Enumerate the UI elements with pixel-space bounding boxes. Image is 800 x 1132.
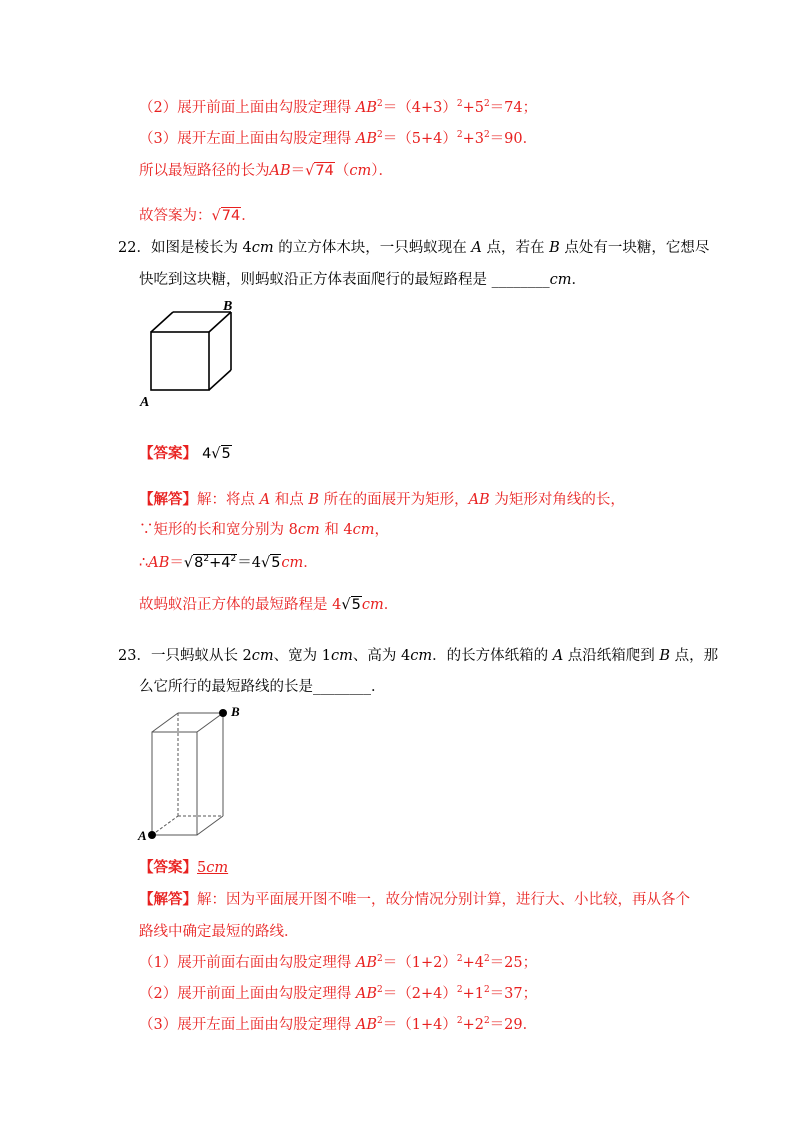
unit-cm: cm	[361, 597, 384, 613]
q23-text: 点，那	[670, 648, 719, 664]
q23-solution-line1	[139, 890, 690, 910]
q23-step2-rhs: +1	[462, 986, 484, 1002]
q22-sol-text: 和点	[270, 492, 309, 508]
q22-answer-value: 4√5	[202, 446, 231, 462]
q23-sol-text: 路线中确定最短的路线．	[139, 924, 299, 940]
paren: （	[334, 163, 350, 179]
q22-final	[139, 595, 398, 615]
q23-step2	[139, 984, 537, 1004]
p21-conclusion-ab: AB	[269, 163, 291, 179]
solution-tag: 【解答】	[139, 891, 197, 908]
q23-step2-rhs: ＝37；	[489, 986, 538, 1002]
unit-cm: cm	[352, 522, 375, 538]
answer-number: 5	[197, 860, 207, 876]
q23-step1-label: （1）展开前面右面由勾股定理得	[139, 955, 356, 971]
p21-step3-ab: AB	[355, 131, 377, 147]
q23-solution-line2	[139, 922, 299, 942]
answer-tag: 【答案】	[139, 445, 197, 462]
paren: ）．	[371, 163, 393, 179]
radicand-term: 8	[194, 555, 204, 571]
sqrt-expression: √5	[260, 555, 281, 571]
exponent: 2	[376, 1016, 383, 1026]
exponent: 2	[483, 1016, 490, 1026]
q22-sol-result: ＝4	[237, 555, 261, 571]
exponent: 2	[483, 130, 490, 140]
p21-step2-rhs: +5	[462, 100, 484, 116]
segment-ab: AB	[355, 955, 377, 971]
cuboid-label-a: A	[138, 828, 147, 842]
period: ．	[571, 272, 586, 288]
p21-conclusion	[139, 161, 393, 181]
period: ．	[371, 679, 386, 695]
q22-text: 快吃到这块糖，则蚂蚁沿正方体表面爬行的最短路程是	[139, 272, 492, 288]
unit-cm: cm	[251, 648, 274, 664]
sqrt-expression: √74	[305, 163, 334, 179]
point-b: B	[659, 648, 671, 664]
p21-step3-rhs: ＝（5+4）	[382, 131, 457, 147]
q22-sol-text: 解：将点	[197, 492, 260, 508]
q22-question-line1	[118, 238, 709, 258]
q23-step1-rhs: +4	[462, 955, 484, 971]
q23-text: 、宽为 1	[273, 648, 332, 664]
q22-sol-text: ，	[374, 522, 390, 538]
point-a: A	[552, 648, 564, 664]
exponent: 2	[483, 954, 490, 964]
q22-final-text: 故蚂蚁沿正方体的最短路程是 4	[139, 597, 342, 613]
coefficient: 4	[202, 446, 212, 462]
exponent: 2	[376, 954, 383, 964]
unit-cm: cm	[331, 648, 353, 664]
q22-sol-text: 为矩形对角线的长，	[489, 492, 625, 508]
unit-cm: cm	[206, 860, 229, 876]
q23-step3-rhs: +2	[462, 1017, 484, 1033]
exponent: 2	[456, 1016, 463, 1026]
unit-cm: cm	[349, 163, 372, 179]
radicand: 5	[351, 597, 361, 613]
point-a: A	[471, 240, 482, 256]
p21-conclusion-text: 所以最短路径的长为	[139, 163, 270, 179]
sqrt-expression: √74	[211, 208, 241, 224]
q23-text: 、高为 4	[352, 648, 411, 664]
sqrt-expression: $√8^2+4^2$	[183, 554, 237, 571]
q23-question-line1	[118, 646, 718, 666]
unit-cm: cm	[297, 522, 320, 538]
point-b: B	[549, 240, 560, 256]
q22-sol-text: 所在的面展开为矩形，	[318, 492, 469, 508]
unit-cm: cm	[281, 555, 304, 571]
q23-answer-value	[197, 860, 228, 876]
answer-tag: 【答案】	[139, 859, 197, 876]
q23-step1-rhs: ＝（1+2）	[382, 955, 457, 971]
unit-cm: cm	[251, 240, 274, 256]
exponent: 2	[483, 985, 490, 995]
p21-answer-prefix: 故答案为：	[139, 208, 212, 224]
cuboid-figure	[136, 700, 248, 842]
q22-text: 的立方体木块，一只蚂蚁现在	[273, 240, 472, 256]
point-b: B	[308, 492, 319, 508]
solution-tag: 【解答】	[139, 491, 197, 508]
p21-step2-label: （2）展开前面上面由勾股定理得	[139, 100, 352, 116]
radicand: 74	[315, 163, 334, 179]
radicand-term: +4	[209, 555, 231, 571]
p21-answer	[139, 206, 256, 226]
exponent: 2	[456, 99, 463, 109]
unit-cm: cm	[410, 648, 433, 664]
radicand: 5	[221, 446, 231, 462]
segment-ab: AB	[148, 555, 170, 571]
equals-sign: ＝	[290, 163, 306, 179]
exponent: 2	[376, 99, 383, 109]
q23-text: 点沿纸箱爬到	[563, 648, 660, 664]
q22-text: 22．如图是棱长为 4	[118, 240, 252, 256]
cuboid-label-b: B	[231, 704, 240, 719]
p21-step3-rhs: ＝90．	[489, 131, 538, 147]
radicand: 5	[271, 555, 281, 571]
q23-text: 么它所行的最短路线的长是	[139, 679, 313, 695]
q23-sol-text: 解：因为平面展开图不唯一，故分情况分别计算，进行大、小比较，再从各个	[197, 892, 690, 908]
answer-blank: ________	[313, 679, 371, 695]
exponent: 2	[203, 554, 210, 564]
period: ．	[383, 597, 399, 613]
q23-step3	[139, 1015, 537, 1035]
exponent: 2	[483, 99, 490, 109]
period: ．	[303, 555, 318, 571]
cube-figure	[136, 296, 246, 412]
q22-sol-text: ∵矩形的长和宽分别为 8	[139, 522, 298, 538]
segment-ab: AB	[355, 1017, 377, 1033]
q22-solution-line1	[139, 490, 625, 510]
q22-question-line2	[139, 270, 586, 290]
point-a-dot	[148, 831, 156, 839]
q23-step2-label: （2）展开前面上面由勾股定理得	[139, 986, 356, 1002]
sqrt-expression: √5	[341, 597, 361, 613]
q23-text: 23．一只蚂蚁从长 2	[118, 648, 252, 664]
segment-ab: AB	[468, 492, 490, 508]
p21-step3	[139, 129, 537, 149]
p21-step2-ab: AB	[355, 100, 377, 116]
p21-step2-rhs: ＝74；	[489, 100, 538, 116]
segment-ab: AB	[355, 986, 377, 1002]
q22-solution-line2	[139, 520, 389, 540]
exponent: 2	[376, 985, 383, 995]
q23-question-line2	[139, 677, 386, 697]
p21-step2	[139, 98, 537, 118]
q22-solution-line3	[139, 553, 318, 573]
p21-step2-rhs: ＝（4+3）	[382, 100, 457, 116]
equals-sign: ＝	[169, 555, 184, 571]
q23-step2-rhs: ＝（2+4）	[382, 986, 457, 1002]
answer-blank: ________	[491, 272, 550, 288]
exponent: 2	[456, 954, 463, 964]
period: ．	[241, 208, 256, 224]
q23-answer	[139, 858, 228, 878]
cube-label-a: A	[140, 395, 150, 410]
q22-answer	[139, 444, 232, 464]
point-a: A	[259, 492, 271, 508]
p21-step3-rhs: +3	[462, 131, 484, 147]
exponent: 2	[456, 985, 463, 995]
q22-text: 点，若在	[481, 240, 550, 256]
q23-step3-rhs: ＝29．	[489, 1017, 538, 1033]
p21-step3-label: （3）展开左面上面由勾股定理得	[139, 131, 352, 147]
q23-step3-label: （3）展开左面上面由勾股定理得	[139, 1017, 356, 1033]
q23-step1-rhs: ＝25；	[489, 955, 538, 971]
point-b-dot	[219, 709, 227, 717]
q22-sol-text: 和 4	[319, 522, 353, 538]
therefore-symbol: ∴	[139, 555, 149, 571]
unit-cm: cm	[549, 272, 572, 288]
q22-text: 点处有一块糖，它想尽	[559, 240, 710, 256]
exponent: 2	[376, 130, 383, 140]
q23-step1	[139, 953, 537, 973]
cube-label-b: B	[223, 299, 233, 314]
q23-step3-rhs: ＝（1+4）	[382, 1017, 457, 1033]
q23-text: ．的长方体纸箱的	[432, 648, 553, 664]
exponent: 2	[230, 554, 237, 564]
radicand: 74	[221, 208, 241, 224]
exponent: 2	[456, 130, 463, 140]
radicand	[193, 554, 237, 571]
